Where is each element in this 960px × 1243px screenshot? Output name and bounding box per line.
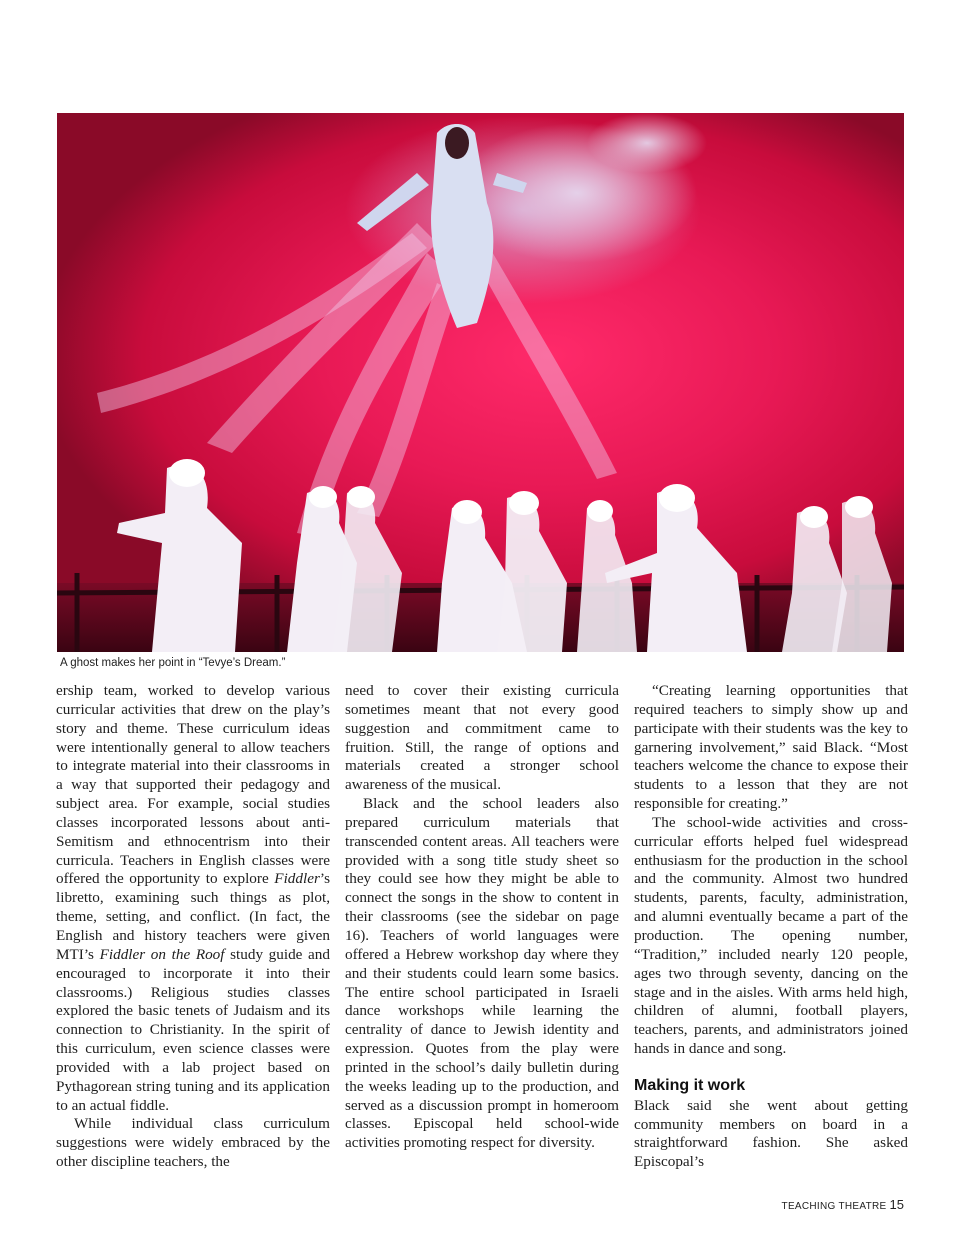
paragraph: Black said she went about getting community members on board in a straightforward fashion. She asked Episcopal’s (634, 1096, 908, 1171)
title-italic: Fiddler (274, 870, 320, 888)
paragraph-text: study guide and encouraged to incorporate it into their classrooms.) Religious studies classes explored the basic tenets of Judaism and its connection to Christianity. In the spirit of this curriculum, even science classes were provided with a lab project based on Pythagorean string tuning and its application to an actual fiddle. (56, 945, 330, 1114)
paragraph-text: ’s libretto, examining such things as plot, theme, setting, and conflict. (In fact, the English and history teachers were given MTI’s (56, 870, 330, 963)
stage-photo-image (57, 113, 904, 652)
stage-photo (57, 113, 904, 652)
photo-caption: A ghost makes her point in “Tevye’s Dream.” (60, 657, 286, 669)
page-folio (782, 1196, 904, 1214)
section-subhead: Making it work (634, 1076, 746, 1094)
paragraph: Black and the school leaders also prepared curriculum materials that transcended content areas. All teachers were provided with a song title study sheet so they could see how they might be able to connect the songs in the show to content in their classrooms (see the sidebar on page 16). Teachers of world languages were offered a Hebrew workshop day where they and their students could learn some basics. The entire school participated in Israeli dance workshops while learning the centrality of dance to Jewish identity and expression. Quotes from the play were printed in the school’s daily bulletin during the weeks leading up to the production, and served as a discussion prompt in homeroom classes. Episcopal held school-wide activities promoting respect for diversity. (345, 795, 619, 1152)
article-column-2 (345, 682, 619, 1153)
title-italic: Fiddler on the Roof (99, 945, 225, 963)
paragraph: need to cover their existing curricula sometimes meant that not every good suggestion and commitment came to fruition. Still, the range of options and materials created a stronger school awareness of the musical. (345, 682, 619, 794)
paragraph: While individual class curriculum suggestions were widely embraced by the other discipline teachers, the (56, 1115, 330, 1171)
mist-cloud (587, 113, 707, 173)
paragraph (56, 682, 330, 1115)
article-column-1 (56, 682, 330, 1172)
magazine-name: TEACHING THEATRE (781, 1201, 887, 1212)
article-column-3 (634, 682, 908, 1172)
paragraph-text: ership team, worked to develop various curricular activities that drew on the play’s story and theme. These curriculum ideas were intentionally general to allow teachers to integrate material into their classrooms in a way that supported their pedagogy and subject area. For example, social studies classes incorporated lessons about anti-Semitism and ethnocentrism into their curricula. Teachers in English classes were offered the opportunity to explore (56, 682, 330, 888)
page-number: 15 (889, 1197, 904, 1212)
paragraph: The school-wide activities and cross-curricular efforts helped fuel widespread enthusiasm for the production in the school and the community. Almost two hundred students, parents, faculty, administration, and alumni eventually became a part of the production. The opening number, “Tradition,” included nearly 120 people, ages two through seventy, dancing on the stage and in the aisles. With arms held high, children of alumni, football players, teachers, parents, and administrators joined hands in dance and song. (634, 813, 908, 1058)
paragraph: “Creating learning opportunities that required teachers to simply show up and participate with their students was the key to garnering involvement,” said Black. “Most teachers welcome the chance to expose their students to a lesson that they are not responsible for creating.” (634, 682, 908, 813)
